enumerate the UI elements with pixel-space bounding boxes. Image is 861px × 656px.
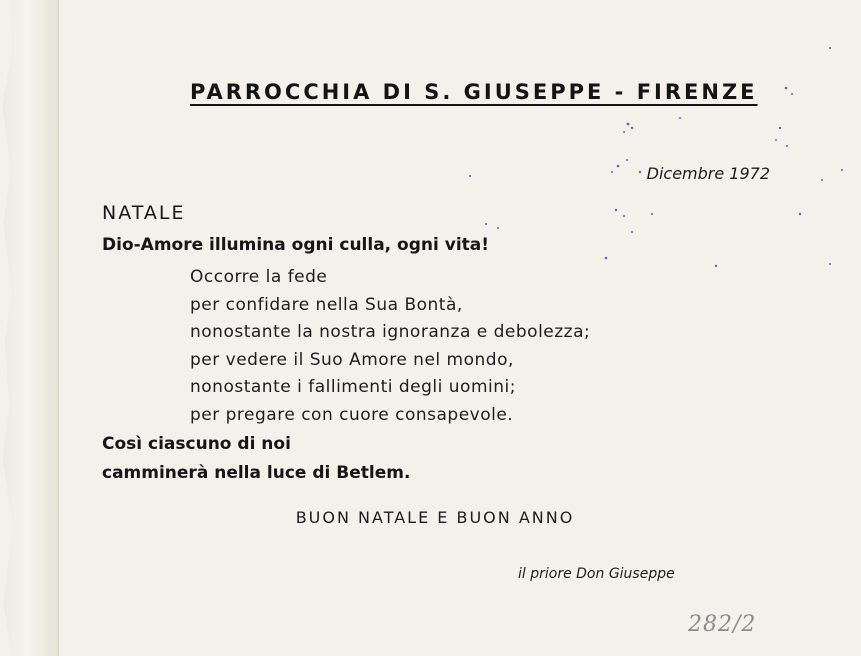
closing-line: Così ciascuno di noi <box>102 434 291 454</box>
poem-line: nonostante i fallimenti degli uomini; <box>190 377 516 397</box>
closing-line: camminerà nella luce di Betlem. <box>102 463 411 483</box>
poem-line: per vedere il Suo Amore nel mondo, <box>190 349 514 370</box>
poem-block <box>190 264 590 429</box>
letter-title: NATALE <box>102 202 186 224</box>
greeting-line: BUON NATALE E BUON ANNO <box>295 508 575 527</box>
parish-header: PARROCCHIA DI S. GIUSEPPE - FIRENZE <box>190 80 758 104</box>
closing-block <box>102 430 410 488</box>
poem-line: per pregare con cuore consapevole. <box>190 404 514 425</box>
poem-line: nonostante la nostra ignoranza e debolezza; <box>190 322 591 342</box>
archive-annotation: 282/2 <box>688 612 757 637</box>
poem-line: Occorre la fede <box>190 267 328 287</box>
signature: il priore Don Giuseppe <box>518 566 675 582</box>
poem-line: per confidare nella Sua Bontà, <box>190 294 463 315</box>
letter-date: Dicembre 1972 <box>646 164 770 183</box>
lead-line: Dio-Amore illumina ogni culla, ogni vita! <box>102 235 490 255</box>
